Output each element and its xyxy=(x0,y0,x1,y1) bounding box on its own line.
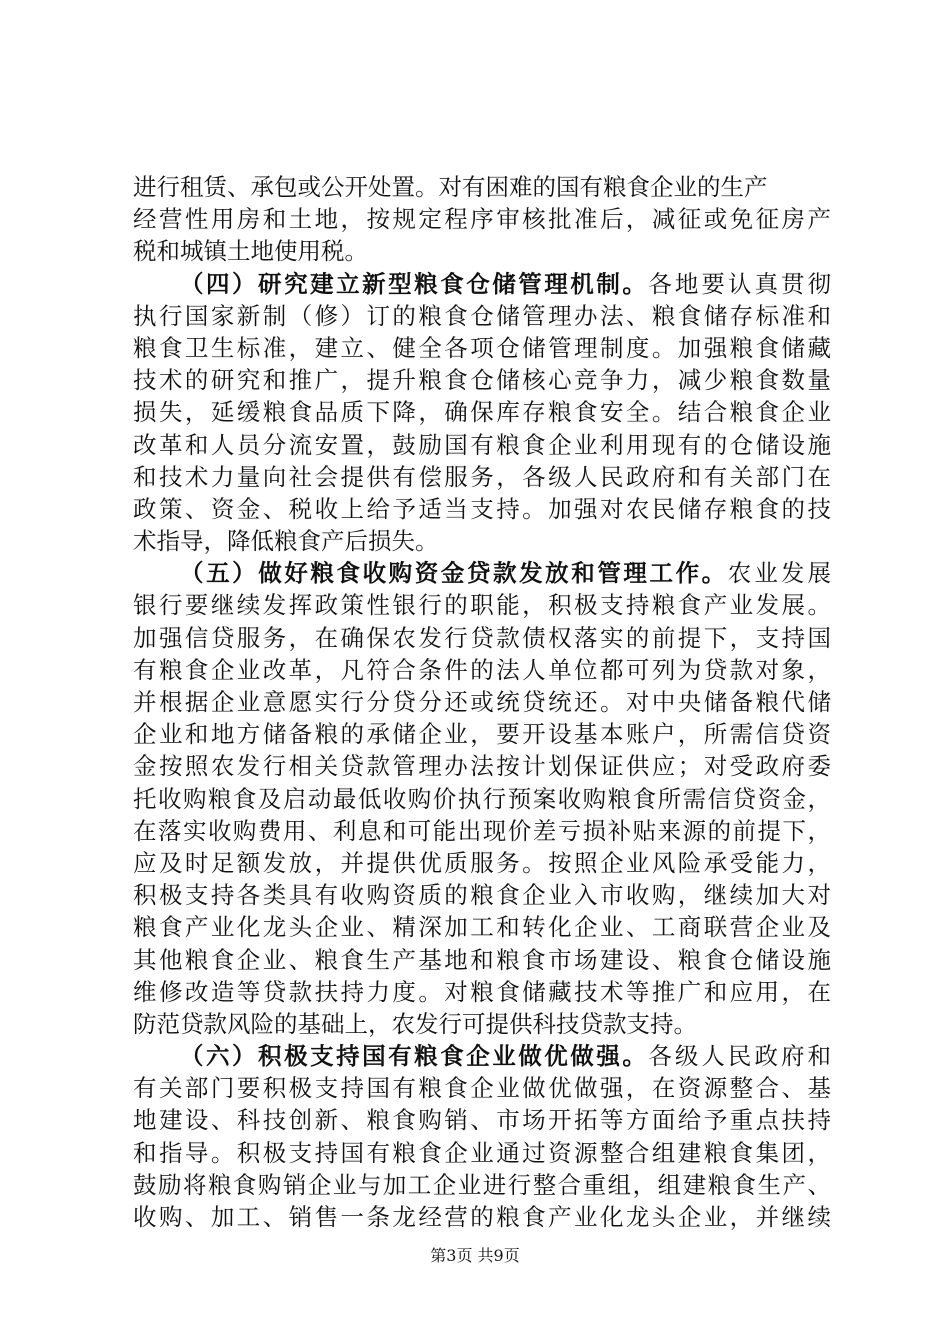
line-text: 加强信贷服务，在确保农发行贷款债权落实的前提下，支持国 xyxy=(133,623,831,652)
text-line xyxy=(133,847,831,879)
text-line xyxy=(133,493,831,525)
text-line xyxy=(133,1040,831,1072)
text-line xyxy=(133,911,831,943)
text-line xyxy=(133,783,831,815)
text-line xyxy=(133,203,831,235)
line-text: 有粮食企业改革，凡符合条件的法人单位都可列为贷款对象， xyxy=(133,655,831,684)
section-heading: （六）积极支持国有粮食企业做优做强。 xyxy=(180,1042,649,1071)
line-text: 和指导。积极支持国有粮食企业通过资源整合组建粮食集团， xyxy=(133,1138,831,1167)
text-line xyxy=(133,686,831,718)
text-line xyxy=(133,429,831,461)
line-text: 托收购粮食及启动最低收购价执行预案收购粮食所需信贷资金， xyxy=(133,784,831,813)
text-line xyxy=(133,300,831,332)
line-text: 鼓励将粮食购销企业与加工企业进行整合重组，组建粮食生产、 xyxy=(133,1170,831,1199)
text-line xyxy=(133,235,831,267)
text-line xyxy=(133,268,831,300)
line-text: 防范贷款风险的基础上，农发行可提供科技贷款支持。 xyxy=(133,1009,697,1038)
section-heading: （五）做好粮食收购资金贷款发放和管理工作。 xyxy=(180,559,728,588)
text-line xyxy=(133,525,831,557)
document-body xyxy=(133,171,831,1233)
line-text: 税和城镇土地使用税。 xyxy=(133,237,368,266)
text-line xyxy=(133,171,831,203)
line-text: 损失，延缓粮食品质下降，确保库存粮食安全。结合粮食企业 xyxy=(133,398,831,427)
line-text: 进行租赁、承包或公开处置。对有困难的国有粮食企业的生产 xyxy=(133,173,768,201)
line-text: 和技术力量向社会提供有偿服务，各级人民政府和有关部门在 xyxy=(133,462,831,491)
text-line xyxy=(133,461,831,493)
line-text: 粮食卫生标准，建立、健全各项仓储管理制度。加强粮食储藏 xyxy=(133,333,831,362)
line-text: 应及时足额发放，并提供优质服务。按照企业风险承受能力， xyxy=(133,848,831,877)
line-text: 农业发展 xyxy=(727,559,831,588)
line-text: 金按照农发行相关贷款管理办法按计划保证供应；对受政府委 xyxy=(133,752,831,781)
line-text: 在落实收购费用、利息和可能出现价差亏损补贴来源的前提下， xyxy=(133,816,831,845)
line-text: 维修改造等贷款扶持力度。对粮食储藏技术等推广和应用，在 xyxy=(133,977,831,1006)
line-text: 术指导，降低粮食产后损失。 xyxy=(133,527,439,556)
text-line xyxy=(133,879,831,911)
line-text: 企业和地方储备粮的承储企业，要开设基本账户，所需信贷资 xyxy=(133,720,831,749)
line-text: 各级人民政府和 xyxy=(648,1042,831,1071)
line-text: 有关部门要积极支持国有粮食企业做优做强，在资源整合、基 xyxy=(133,1074,831,1103)
line-text: 经营性用房和土地，按规定程序审核批准后，减征或免征房产 xyxy=(133,205,831,234)
section-heading: （四）研究建立新型粮食仓储管理机制。 xyxy=(180,269,649,298)
text-line xyxy=(133,1072,831,1104)
text-line xyxy=(133,364,831,396)
line-text: 收购、加工、销售一条龙经营的粮食产业化龙头企业，并继续 xyxy=(133,1203,831,1231)
line-text: 改革和人员分流安置，鼓励国有粮食企业利用现有的仓储设施 xyxy=(133,430,831,459)
line-text: 政策、资金、税收上给予适当支持。加强对农民储存粮食的技 xyxy=(133,494,831,523)
text-line xyxy=(133,718,831,750)
line-text: 其他粮食企业、粮食生产基地和粮食市场建设、粮食仓储设施 xyxy=(133,945,831,974)
text-line xyxy=(133,622,831,654)
line-text: 积极支持各类具有收购资质的粮食企业入市收购，继续加大对 xyxy=(133,881,831,910)
text-line xyxy=(133,815,831,847)
line-text: 各地要认真贯彻 xyxy=(648,269,831,298)
text-line xyxy=(133,976,831,1008)
text-line xyxy=(133,654,831,686)
text-line xyxy=(133,1201,831,1233)
line-text: 技术的研究和推广，提升粮食仓储核心竞争力，减少粮食数量 xyxy=(133,366,831,395)
line-text: 执行国家新制（修）订的粮食仓储管理办法、粮食储存标准和 xyxy=(133,301,831,330)
line-text: 地建设、科技创新、粮食购销、市场开拓等方面给予重点扶持 xyxy=(133,1106,831,1135)
text-line xyxy=(133,944,831,976)
text-line xyxy=(133,589,831,621)
text-line xyxy=(133,557,831,589)
text-line xyxy=(133,396,831,428)
line-text: 银行要继续发挥政策性银行的职能，积极支持粮食产业发展。 xyxy=(133,591,831,620)
line-text: 粮食产业化龙头企业、精深加工和转化企业、工商联营企业及 xyxy=(133,913,831,942)
text-line xyxy=(133,750,831,782)
text-line xyxy=(133,1169,831,1201)
text-line xyxy=(133,332,831,364)
line-text: 并根据企业意愿实行分贷分还或统贷统还。对中央储备粮代储 xyxy=(133,688,831,716)
page-number-footer: 第3页 共9页 xyxy=(430,1246,520,1265)
text-line xyxy=(133,1104,831,1136)
text-line xyxy=(133,1137,831,1169)
text-line xyxy=(133,1008,831,1040)
